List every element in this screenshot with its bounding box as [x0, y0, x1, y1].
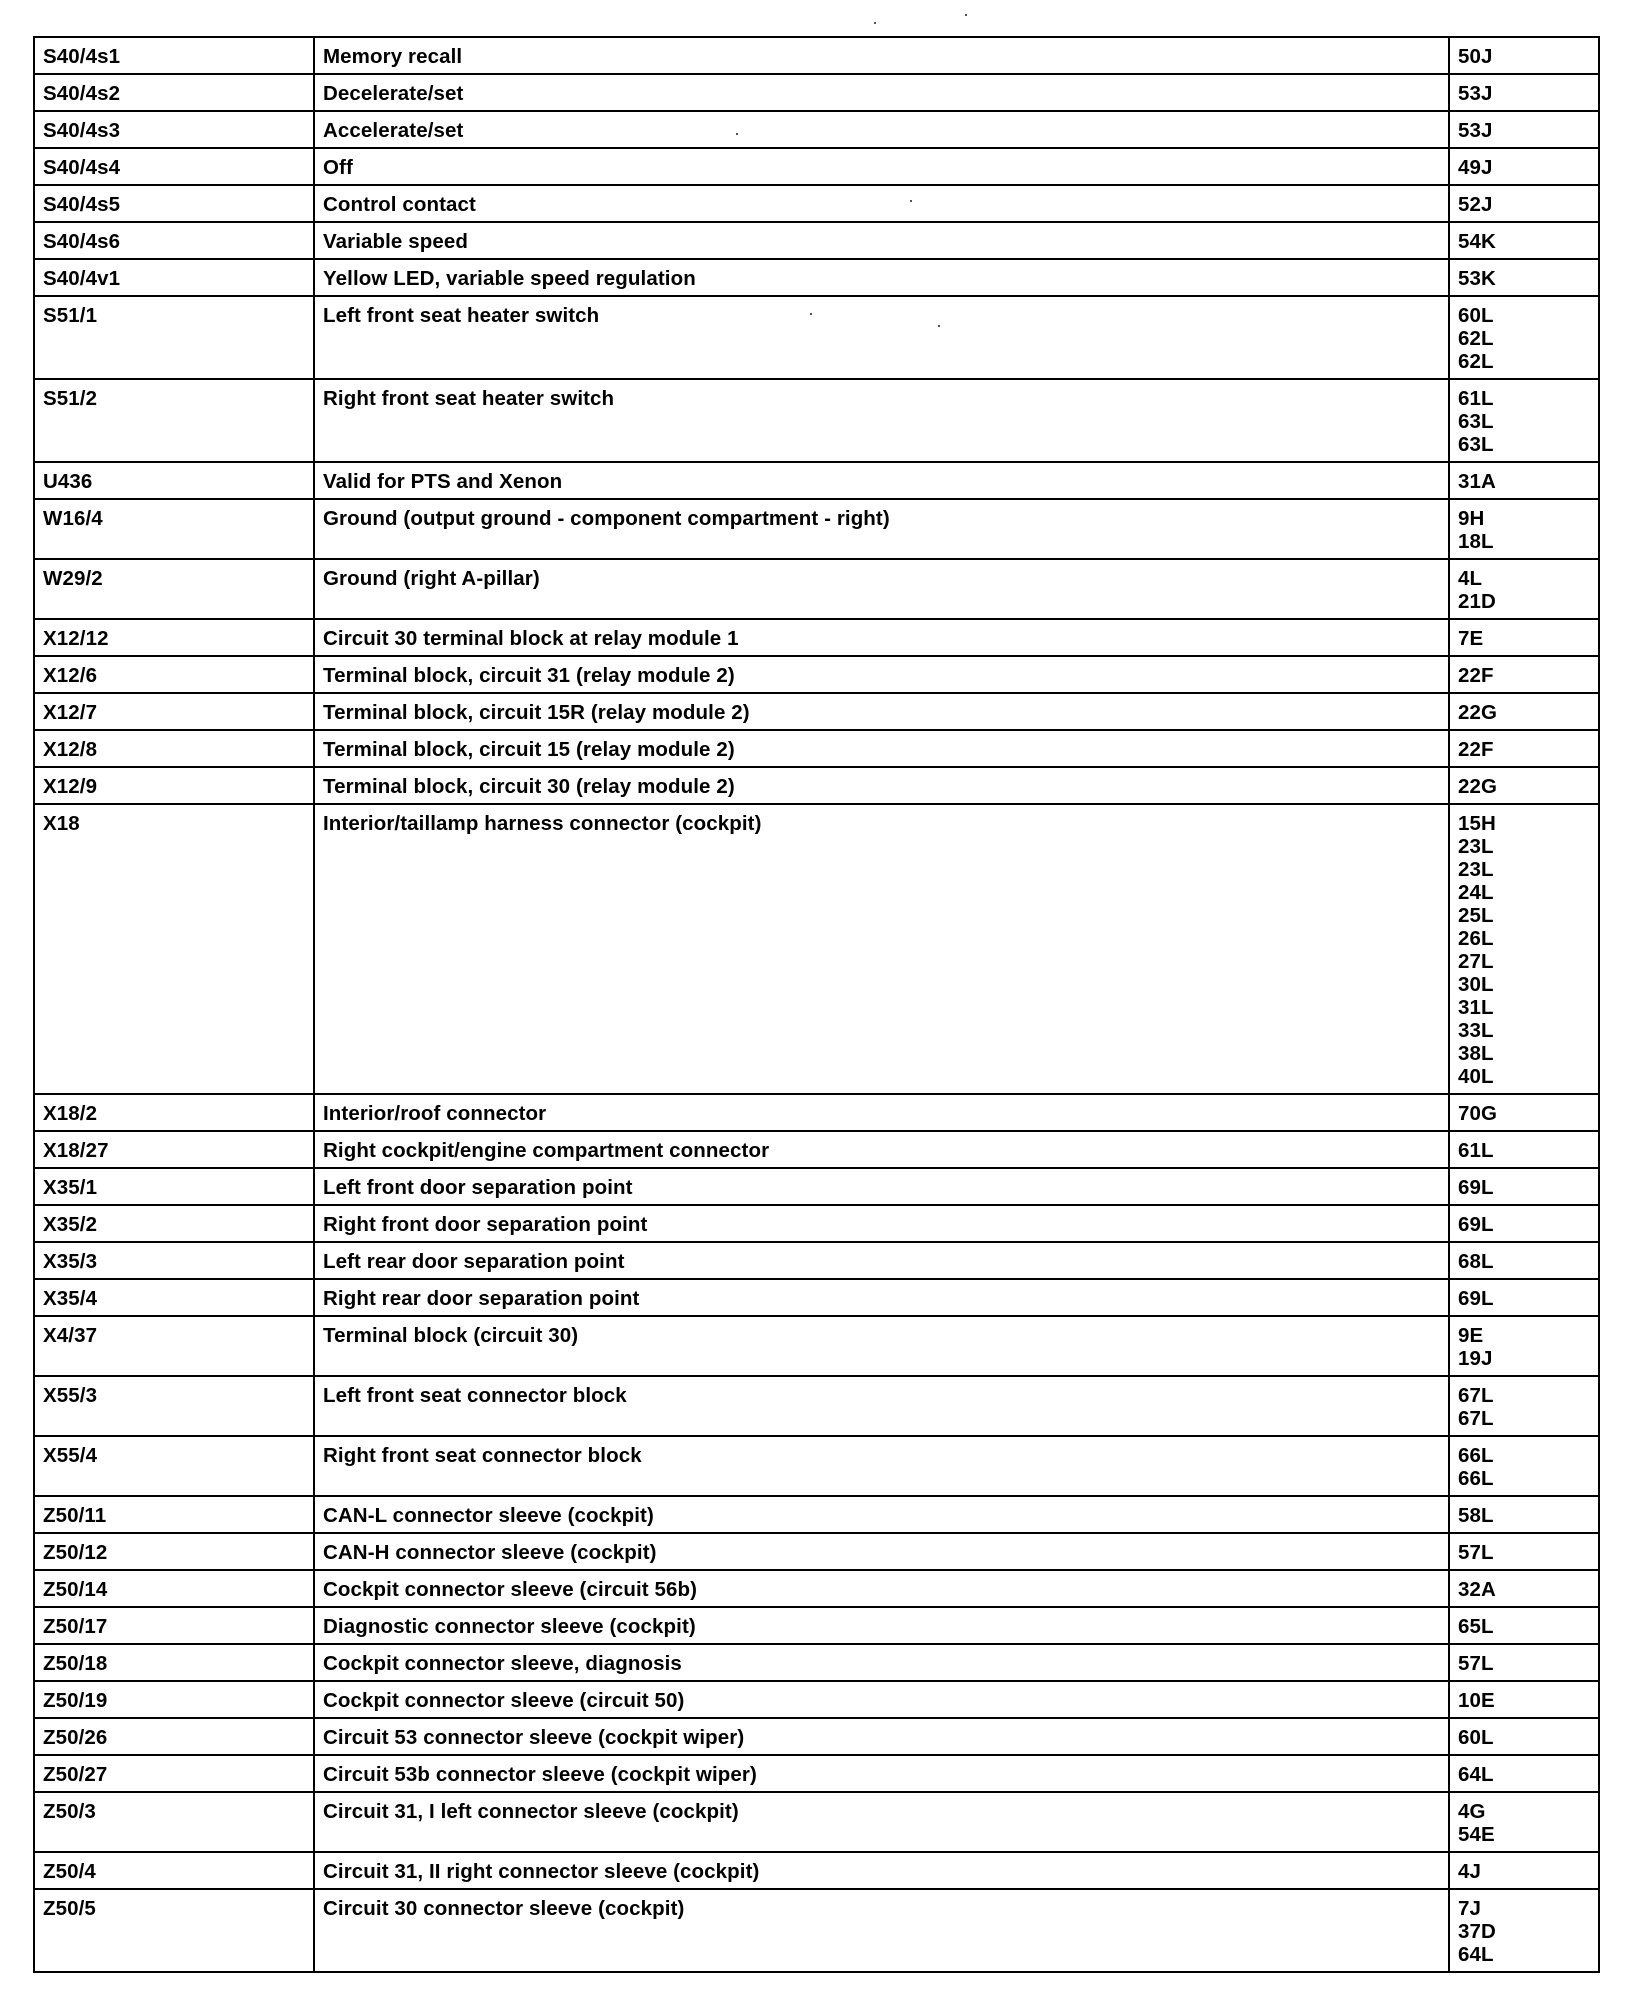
component-code: S40/4v1 — [34, 259, 314, 296]
grid-location: 68L — [1458, 1250, 1494, 1273]
table-row — [34, 1681, 1599, 1718]
component-description: Cockpit connector sleeve, diagnosis — [314, 1644, 1449, 1681]
grid-locations — [1449, 1533, 1599, 1570]
table-row — [34, 74, 1599, 111]
scan-speck — [874, 22, 876, 24]
table-row — [34, 767, 1599, 804]
component-code: X55/4 — [34, 1436, 314, 1496]
component-description: Right cockpit/engine compartment connector — [314, 1131, 1449, 1168]
component-code: Z50/12 — [34, 1533, 314, 1570]
grid-location: 32A — [1458, 1578, 1496, 1601]
grid-location: 9E — [1458, 1324, 1484, 1347]
grid-locations — [1449, 1792, 1599, 1852]
component-description: Cockpit connector sleeve (circuit 56b) — [314, 1570, 1449, 1607]
component-description: Diagnostic connector sleeve (cockpit) — [314, 1607, 1449, 1644]
component-description: Circuit 53 connector sleeve (cockpit wiper) — [314, 1718, 1449, 1755]
component-description: Terminal block, circuit 15 (relay module 2) — [314, 730, 1449, 767]
component-description: Yellow LED, variable speed regulation — [314, 259, 1449, 296]
component-description: Ground (output ground - component compartment - right) — [314, 499, 1449, 559]
table-row — [34, 222, 1599, 259]
component-description: Variable speed — [314, 222, 1449, 259]
grid-locations — [1449, 1644, 1599, 1681]
component-code: Z50/5 — [34, 1889, 314, 1972]
grid-locations — [1449, 148, 1599, 185]
component-description: Right front seat connector block — [314, 1436, 1449, 1496]
component-code: Z50/19 — [34, 1681, 314, 1718]
grid-location: 60L — [1458, 1726, 1494, 1749]
component-description: Valid for PTS and Xenon — [314, 462, 1449, 499]
grid-location: 58L — [1458, 1504, 1494, 1527]
table-row — [34, 37, 1599, 74]
grid-locations — [1449, 499, 1599, 559]
component-description: Circuit 30 connector sleeve (cockpit) — [314, 1889, 1449, 1972]
scan-speck — [965, 14, 967, 16]
scan-speck — [938, 325, 940, 327]
grid-location: 25L — [1458, 904, 1494, 927]
grid-location: 40L — [1458, 1065, 1494, 1088]
component-code: Z50/14 — [34, 1570, 314, 1607]
component-code: U436 — [34, 462, 314, 499]
grid-location: 24L — [1458, 881, 1494, 904]
grid-locations — [1449, 1316, 1599, 1376]
grid-locations — [1449, 1436, 1599, 1496]
grid-locations — [1449, 656, 1599, 693]
grid-location: 69L — [1458, 1213, 1494, 1236]
component-code: S40/4s2 — [34, 74, 314, 111]
document-page — [33, 36, 1598, 1973]
component-description: Memory recall — [314, 37, 1449, 74]
component-description: Circuit 31, I left connector sleeve (cockpit) — [314, 1792, 1449, 1852]
grid-location: 27L — [1458, 950, 1494, 973]
table-row — [34, 1242, 1599, 1279]
table-row — [34, 1852, 1599, 1889]
component-legend-table — [33, 36, 1600, 1973]
grid-location: 7J — [1458, 1897, 1482, 1920]
grid-locations — [1449, 559, 1599, 619]
component-code: X55/3 — [34, 1376, 314, 1436]
grid-location: 30L — [1458, 973, 1494, 996]
grid-locations — [1449, 804, 1599, 1094]
grid-locations — [1449, 1718, 1599, 1755]
grid-locations — [1449, 1755, 1599, 1792]
grid-locations — [1449, 185, 1599, 222]
component-description: Terminal block (circuit 30) — [314, 1316, 1449, 1376]
table-row — [34, 804, 1599, 1094]
grid-locations — [1449, 37, 1599, 74]
component-code: Z50/27 — [34, 1755, 314, 1792]
component-description: Terminal block, circuit 31 (relay module 2) — [314, 656, 1449, 693]
grid-locations — [1449, 730, 1599, 767]
table-row — [34, 1131, 1599, 1168]
grid-location: 38L — [1458, 1042, 1494, 1065]
table-row — [34, 462, 1599, 499]
component-description: Right rear door separation point — [314, 1279, 1449, 1316]
grid-locations — [1449, 1681, 1599, 1718]
grid-location: 54K — [1458, 230, 1496, 253]
component-description: Decelerate/set — [314, 74, 1449, 111]
component-code: Z50/4 — [34, 1852, 314, 1889]
component-description: Left rear door separation point — [314, 1242, 1449, 1279]
component-code: Z50/3 — [34, 1792, 314, 1852]
component-description: Right front door separation point — [314, 1205, 1449, 1242]
table-row — [34, 379, 1599, 462]
component-code: X35/2 — [34, 1205, 314, 1242]
table-row — [34, 1168, 1599, 1205]
component-description: Interior/taillamp harness connector (cockpit) — [314, 804, 1449, 1094]
grid-location: 65L — [1458, 1615, 1494, 1638]
grid-location: 26L — [1458, 927, 1494, 950]
component-description: Off — [314, 148, 1449, 185]
component-code: X18/2 — [34, 1094, 314, 1131]
component-description: Left front seat heater switch — [314, 296, 1449, 379]
component-code: X18 — [34, 804, 314, 1094]
component-description: Interior/roof connector — [314, 1094, 1449, 1131]
table-row — [34, 1376, 1599, 1436]
component-code: S40/4s1 — [34, 37, 314, 74]
grid-locations — [1449, 1889, 1599, 1972]
grid-location: 49J — [1458, 156, 1493, 179]
grid-location: 66L — [1458, 1467, 1494, 1490]
grid-location: 62L — [1458, 327, 1494, 350]
table-row — [34, 1205, 1599, 1242]
grid-locations — [1449, 1376, 1599, 1436]
grid-location: 64L — [1458, 1943, 1494, 1966]
component-description: CAN-H connector sleeve (cockpit) — [314, 1533, 1449, 1570]
grid-location: 18L — [1458, 530, 1494, 553]
grid-locations — [1449, 296, 1599, 379]
grid-location: 4L — [1458, 567, 1483, 590]
grid-location: 22F — [1458, 738, 1494, 761]
grid-location: 53J — [1458, 82, 1493, 105]
table-row — [34, 1279, 1599, 1316]
component-code: S40/4s3 — [34, 111, 314, 148]
component-code: X35/3 — [34, 1242, 314, 1279]
grid-locations — [1449, 1094, 1599, 1131]
component-code: S51/1 — [34, 296, 314, 379]
component-code: X12/6 — [34, 656, 314, 693]
component-description: Cockpit connector sleeve (circuit 50) — [314, 1681, 1449, 1718]
grid-location: 69L — [1458, 1176, 1494, 1199]
table-row — [34, 1496, 1599, 1533]
grid-locations — [1449, 1242, 1599, 1279]
grid-location: 21D — [1458, 590, 1496, 613]
grid-location: 53J — [1458, 119, 1493, 142]
grid-location: 23L — [1458, 858, 1494, 881]
grid-location: 61L — [1458, 387, 1494, 410]
component-code: X4/37 — [34, 1316, 314, 1376]
grid-locations — [1449, 619, 1599, 656]
grid-location: 4J — [1458, 1860, 1482, 1883]
component-code: X12/7 — [34, 693, 314, 730]
grid-location: 60L — [1458, 304, 1494, 327]
grid-location: 50J — [1458, 45, 1493, 68]
component-code: S40/4s5 — [34, 185, 314, 222]
component-code: X18/27 — [34, 1131, 314, 1168]
table-row — [34, 296, 1599, 379]
grid-location: 67L — [1458, 1407, 1494, 1430]
component-description: Left front seat connector block — [314, 1376, 1449, 1436]
grid-location: 66L — [1458, 1444, 1494, 1467]
grid-location: 64L — [1458, 1763, 1494, 1786]
table-row — [34, 1094, 1599, 1131]
component-description: Control contact — [314, 185, 1449, 222]
table-row — [34, 1755, 1599, 1792]
component-description: Ground (right A-pillar) — [314, 559, 1449, 619]
component-code: Z50/18 — [34, 1644, 314, 1681]
grid-location: 15H — [1458, 812, 1496, 835]
table-row — [34, 259, 1599, 296]
table-row — [34, 1570, 1599, 1607]
table-row — [34, 1436, 1599, 1496]
table-row — [34, 1316, 1599, 1376]
component-code: X35/1 — [34, 1168, 314, 1205]
grid-locations — [1449, 222, 1599, 259]
grid-location: 52J — [1458, 193, 1493, 216]
grid-location: 70G — [1458, 1102, 1498, 1125]
table-row — [34, 1718, 1599, 1755]
table-row — [34, 1889, 1599, 1972]
grid-location: 33L — [1458, 1019, 1494, 1042]
legend-table-body — [34, 37, 1599, 1972]
grid-locations — [1449, 1279, 1599, 1316]
component-code: X12/9 — [34, 767, 314, 804]
grid-location: 53K — [1458, 267, 1496, 290]
grid-location: 69L — [1458, 1287, 1494, 1310]
component-description: Left front door separation point — [314, 1168, 1449, 1205]
grid-locations — [1449, 379, 1599, 462]
component-description: Circuit 53b connector sleeve (cockpit wiper) — [314, 1755, 1449, 1792]
table-row — [34, 111, 1599, 148]
table-row — [34, 185, 1599, 222]
grid-locations — [1449, 1852, 1599, 1889]
grid-location: 63L — [1458, 433, 1494, 456]
scan-speck — [810, 313, 812, 315]
grid-locations — [1449, 693, 1599, 730]
scan-speck — [736, 133, 738, 135]
table-row — [34, 148, 1599, 185]
grid-location: 19J — [1458, 1347, 1493, 1370]
grid-location: 22F — [1458, 664, 1494, 687]
grid-location: 57L — [1458, 1541, 1494, 1564]
grid-location: 7E — [1458, 627, 1484, 650]
grid-location: 62L — [1458, 350, 1494, 373]
grid-location: 4G — [1458, 1800, 1486, 1823]
grid-location: 9H — [1458, 507, 1485, 530]
grid-locations — [1449, 462, 1599, 499]
grid-location: 31A — [1458, 470, 1496, 493]
component-code: W16/4 — [34, 499, 314, 559]
table-row — [34, 730, 1599, 767]
table-row — [34, 499, 1599, 559]
table-row — [34, 1792, 1599, 1852]
grid-locations — [1449, 74, 1599, 111]
grid-location: 22G — [1458, 775, 1498, 798]
grid-location: 61L — [1458, 1139, 1494, 1162]
table-row — [34, 1533, 1599, 1570]
grid-location: 31L — [1458, 996, 1494, 1019]
component-description: Right front seat heater switch — [314, 379, 1449, 462]
table-row — [34, 656, 1599, 693]
grid-location: 23L — [1458, 835, 1494, 858]
grid-location: 37D — [1458, 1920, 1496, 1943]
table-row — [34, 1644, 1599, 1681]
component-code: S51/2 — [34, 379, 314, 462]
component-description: CAN-L connector sleeve (cockpit) — [314, 1496, 1449, 1533]
component-code: X12/12 — [34, 619, 314, 656]
grid-locations — [1449, 767, 1599, 804]
scan-speck — [910, 200, 912, 202]
component-description: Circuit 31, II right connector sleeve (cockpit) — [314, 1852, 1449, 1889]
grid-locations — [1449, 1131, 1599, 1168]
component-code: Z50/26 — [34, 1718, 314, 1755]
component-code: S40/4s4 — [34, 148, 314, 185]
grid-location: 10E — [1458, 1689, 1495, 1712]
table-row — [34, 559, 1599, 619]
grid-location: 54E — [1458, 1823, 1495, 1846]
component-code: Z50/11 — [34, 1496, 314, 1533]
component-code: S40/4s6 — [34, 222, 314, 259]
grid-location: 57L — [1458, 1652, 1494, 1675]
table-row — [34, 1607, 1599, 1644]
component-code: Z50/17 — [34, 1607, 314, 1644]
component-description: Accelerate/set — [314, 111, 1449, 148]
grid-locations — [1449, 1607, 1599, 1644]
grid-locations — [1449, 1496, 1599, 1533]
grid-locations — [1449, 1570, 1599, 1607]
component-description: Terminal block, circuit 30 (relay module 2) — [314, 767, 1449, 804]
grid-locations — [1449, 1205, 1599, 1242]
table-row — [34, 693, 1599, 730]
grid-location: 22G — [1458, 701, 1498, 724]
grid-locations — [1449, 111, 1599, 148]
component-code: X12/8 — [34, 730, 314, 767]
table-row — [34, 619, 1599, 656]
grid-location: 63L — [1458, 410, 1494, 433]
component-code: W29/2 — [34, 559, 314, 619]
component-description: Terminal block, circuit 15R (relay module 2) — [314, 693, 1449, 730]
grid-locations — [1449, 259, 1599, 296]
grid-locations — [1449, 1168, 1599, 1205]
grid-location: 67L — [1458, 1384, 1494, 1407]
component-description: Circuit 30 terminal block at relay module 1 — [314, 619, 1449, 656]
component-code: X35/4 — [34, 1279, 314, 1316]
